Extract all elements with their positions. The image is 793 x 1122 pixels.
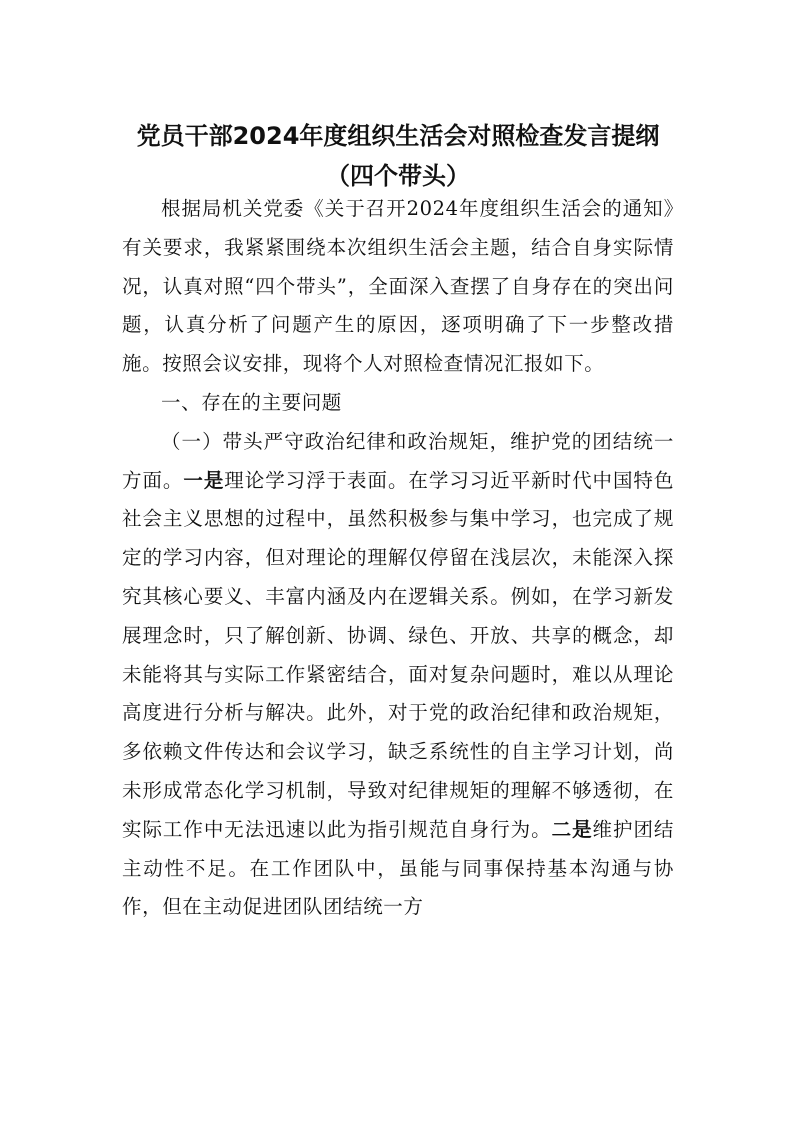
subsection-paragraph [122,423,674,927]
document-body [122,190,674,927]
section-heading: 一、存在的主要问题 [161,390,342,414]
point-label-1: 一是 [183,468,225,492]
point-label-2: 二是 [551,817,593,841]
subsection-heading: （一）带头严守政治纪律和政治规矩，维护党的团结统一方面。 [122,429,674,492]
document-title: 党员干部2024年度组织生活会对照检查发言提纲（四个带头） [136,122,660,190]
point-text-1: 理论学习浮于表面。在学习习近平新时代中国特色社会主义思想的过程中，虽然积极参与集中学习，也完成了规定的学习内容，但对理论的理解仅停留在浅层次，未能深入探究其核心要义、丰富内涵及内在逻辑关系。例如，在学习新发展理念时，只了解创新、协调、绿色、开放、共享的概念，却未能将其与实际工作紧密结合，面对复杂问题时，难以从理论高度进行分析与解决。此外，对于党的政治纪律和政治规矩，多依赖文件传达和会议学习，缺乏系统性的自主学习计划，尚未形成常态化学习机制，导致对纪律规矩的理解不够透彻，在实际工作中无法迅速以此为指引规范自身行为。 [122,468,674,841]
point-text-2: 维护团结主动性不足。在工作团队中，虽能与同事保持基本沟通与协作，但在主动促进团队团结统一方 [122,817,675,919]
intro-paragraph: 根据局机关党委《关于召开2024年度组织生活会的通知》有关要求，我紧紧围绕本次组织生活会主题，结合自身实际情况，认真对照“四个带头”，全面深入查摆了自身存在的突出问题，认真分析了问题产生的原因，逐项明确了下一步整改措施。按照会议安排，现将个人对照检查情况汇报如下。 [122,197,674,376]
